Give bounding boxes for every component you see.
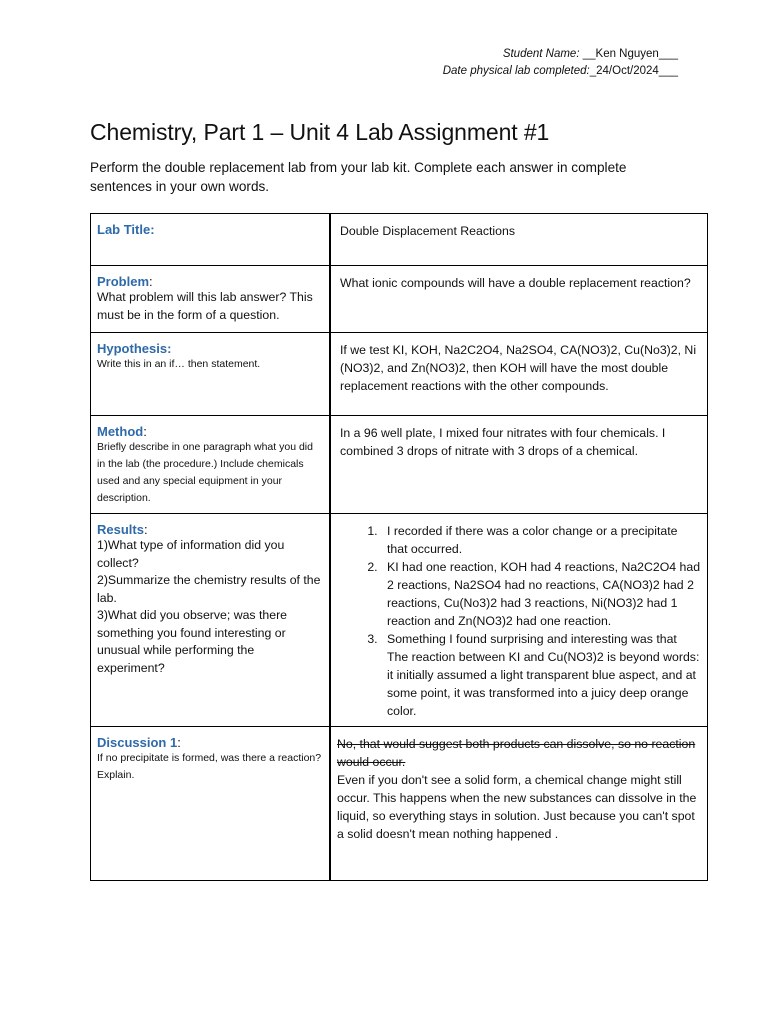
discussion-label: Discussion 1 [97,735,178,750]
discussion-struck-answer: No, that would suggest both products can dissolve, so no reaction would occur. [337,737,696,769]
problem-prompt: What problem will this lab answer? This must be in the form of a question. [97,290,313,322]
page-title: Chemistry, Part 1 – Unit 4 Lab Assignment #1 [90,119,550,145]
results-label-cell: Results: 1)What type of information did you collect? 2)Summarize the chemistry results of the lab. 3)What did you observe; was there something you found interesting or unusual while performing the experiment? [91,514,331,727]
method-answer: In a 96 well plate, I mixed four nitrates with four chemicals. I combined 3 drops of nitrate with 3 drops of a chemical. [340,426,666,458]
results-label: Results [97,522,144,537]
lab-title-answer-cell [330,214,708,266]
row-method [91,416,708,514]
row-lab-title [91,214,708,266]
method-label-cell: Method: Briefly describe in one paragraph what you did in the lab (the procedure.) Include chemicals used and any special equipment in your description. [91,416,331,514]
method-answer-cell [330,416,708,514]
row-discussion [91,727,708,881]
discussion-label-cell: Discussion 1: If no precipitate is formed, was there a reaction? Explain. [91,727,331,881]
list-item: 2. KI had one reaction, KOH had 4 reactions, Na2C2O4 had 2 reactions, Na2SO4 had no reactions, CA(NO3)2 had 2 reactions, Cu(No3)2 had 3 reactions, Ni(NO3)2 had 1 reaction and Zn(NO3)2 had one reaction. [381,558,701,630]
hypothesis-label: Hypothesis: [97,341,172,356]
problem-answer-cell [330,266,708,333]
date-value: _24/Oct/2024___ [589,65,678,77]
problem-label-cell: Problem: What problem will this lab answer? This must be in the form of a question. [91,266,331,333]
student-name-value: __Ken Nguyen___ [579,48,678,60]
hypothesis-answer-cell [330,333,708,416]
date-label: Date physical lab completed: [442,65,590,77]
results-answer-cell [330,514,708,727]
lab-title-label-cell [91,214,331,266]
list-item: 1. I recorded if there was a color change or a precipitate that occurred. [381,522,701,558]
results-prompt-3: 3)What did you observe; was there something you found interesting or unusual while performing the experiment? [97,608,288,675]
hypothesis-answer: If we test KI, KOH, Na2C2O4, Na2SO4, CA(NO3)2, Cu(No3)2, Ni (NO3)2, and Zn(NO3)2, then KOH will have the most double replacement reactions with the other compounds. [340,343,697,393]
results-prompt-1: 1)What type of information did you collect? [97,538,285,570]
method-prompt: Briefly describe in one paragraph what you did in the lab (the procedure.) Include chemicals used and any special equipment in your description. [97,441,313,504]
student-name-label: Student Name: [502,48,580,60]
discussion-prompt: If no precipitate is formed, was there a reaction? Explain. [97,752,322,781]
hypothesis-label-cell [91,333,331,416]
results-prompt-2: 2)Summarize the chemistry results of the lab. [97,573,321,605]
discussion-answer-cell [330,727,708,881]
date-line [443,63,678,80]
results-answer-list [337,522,701,720]
row-results [91,514,708,727]
row-problem [91,266,708,333]
header-meta [443,46,678,80]
row-hypothesis [91,333,708,416]
problem-label: Problem [97,274,150,289]
intro-text: Perform the double replacement lab from your lab kit. Complete each answer in complete sentences in your own words. [90,160,627,194]
discussion-answer: Even if you don't see a solid form, a chemical change might still occur. This happens when the new substances can dissolve in the liquid, so everything stays in solution. Just because you can't spot a solid doesn't mean nothing happened . [337,773,697,841]
problem-answer: What ionic compounds will have a double replacement reaction? [340,276,691,290]
lab-title-answer: Double Displacement Reactions [340,224,515,238]
student-name-line [443,46,678,63]
hypothesis-prompt: Write this in an if… then statement. [97,358,261,370]
list-item: 3. Something I found surprising and interesting was that The reaction between KI and Cu(NO3)2 is beyond words: it initially assumed a light transparent blue aspect, and at some point, it was transformed into a juicy deep orange color. [381,630,701,720]
method-label: Method [97,424,144,439]
lab-table [90,213,708,881]
lab-title-label: Lab Title: [97,222,155,237]
